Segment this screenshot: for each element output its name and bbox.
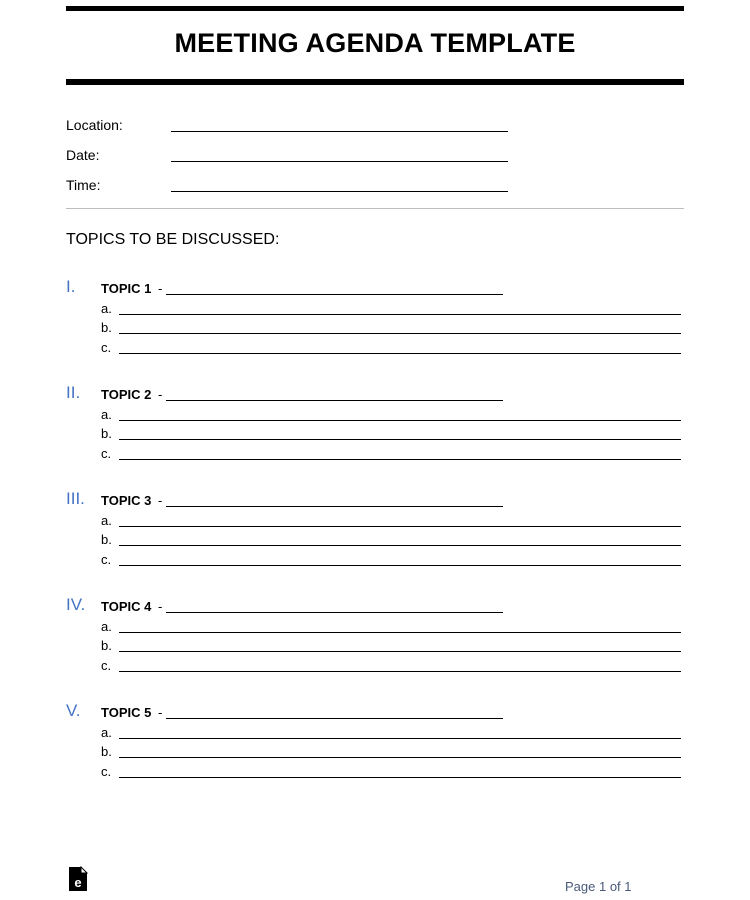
topic-2-dash: - — [158, 387, 163, 402]
item-blank-line[interactable] — [119, 777, 681, 778]
date-blank-line[interactable] — [171, 161, 508, 162]
item-blank-line[interactable] — [119, 353, 681, 354]
topic-5-label: TOPIC 5 — [101, 705, 152, 720]
title-bottom-rule — [66, 79, 684, 85]
topic-5-dash: - — [158, 705, 163, 720]
item-blank-line[interactable] — [119, 459, 681, 460]
location-field[interactable] — [66, 117, 516, 137]
topic-5-item-b[interactable] — [101, 744, 684, 762]
item-blank-line[interactable] — [119, 526, 681, 527]
topic-1 — [66, 277, 684, 357]
item-letter: c. — [101, 764, 112, 779]
item-letter: a. — [101, 619, 112, 634]
item-blank-line[interactable] — [119, 333, 681, 334]
topic-4-item-c[interactable] — [101, 658, 684, 676]
item-blank-line[interactable] — [119, 545, 681, 546]
item-letter: b. — [101, 744, 112, 759]
item-letter: c. — [101, 552, 112, 567]
page-number: Page 1 of 1 — [565, 879, 632, 894]
topic-4 — [66, 595, 684, 675]
topic-3-item-a[interactable] — [101, 513, 684, 531]
topic-2-item-b[interactable] — [101, 426, 684, 444]
topic-1-dash: - — [158, 281, 163, 296]
eforms-document-icon — [68, 866, 88, 892]
topic-1-item-b[interactable] — [101, 320, 684, 338]
item-blank-line[interactable] — [119, 314, 681, 315]
topic-3 — [66, 489, 684, 569]
item-letter: b. — [101, 638, 112, 653]
time-field[interactable] — [66, 177, 516, 197]
topic-2-label: TOPIC 2 — [101, 387, 152, 402]
topic-3-dash: - — [158, 493, 163, 508]
location-label: Location: — [66, 117, 123, 133]
topic-4-numeral: IV. — [66, 595, 86, 614]
time-label: Time: — [66, 177, 101, 193]
document-title: MEETING AGENDA TEMPLATE — [174, 28, 576, 58]
item-blank-line[interactable] — [119, 420, 681, 421]
topic-1-label: TOPIC 1 — [101, 281, 152, 296]
topic-5-item-a[interactable] — [101, 725, 684, 743]
topic-2-numeral: II. — [66, 383, 81, 402]
item-letter: a. — [101, 407, 112, 422]
topic-1-item-c[interactable] — [101, 340, 684, 358]
topic-3-item-c[interactable] — [101, 552, 684, 570]
topic-4-item-a[interactable] — [101, 619, 684, 637]
topic-5 — [66, 701, 684, 781]
item-blank-line[interactable] — [119, 757, 681, 758]
location-blank-line[interactable] — [171, 131, 508, 132]
item-blank-line[interactable] — [119, 738, 681, 739]
topic-5-numeral: V. — [66, 701, 81, 720]
topic-2-title-line[interactable] — [166, 400, 503, 401]
time-blank-line[interactable] — [171, 191, 508, 192]
topic-3-title-line[interactable] — [166, 506, 503, 507]
topic-5-item-c[interactable] — [101, 764, 684, 782]
topic-5-title-line[interactable] — [166, 718, 503, 719]
topic-1-item-a[interactable] — [101, 301, 684, 319]
item-letter: a. — [101, 513, 112, 528]
item-letter: b. — [101, 320, 112, 335]
svg-text:e: e — [74, 875, 82, 890]
topic-4-dash: - — [158, 599, 163, 614]
item-letter: b. — [101, 426, 112, 441]
item-blank-line[interactable] — [119, 671, 681, 672]
item-letter: b. — [101, 532, 112, 547]
section-divider — [66, 208, 684, 209]
topic-4-item-b[interactable] — [101, 638, 684, 656]
item-blank-line[interactable] — [119, 632, 681, 633]
item-letter: c. — [101, 446, 112, 461]
title-top-rule — [66, 6, 684, 11]
item-blank-line[interactable] — [119, 651, 681, 652]
date-field[interactable] — [66, 147, 516, 167]
topic-3-item-b[interactable] — [101, 532, 684, 550]
topic-3-label: TOPIC 3 — [101, 493, 152, 508]
topic-2-item-a[interactable] — [101, 407, 684, 425]
item-letter: a. — [101, 301, 112, 316]
topics-heading: TOPICS TO BE DISCUSSED: — [66, 231, 280, 248]
item-letter: c. — [101, 340, 112, 355]
item-letter: a. — [101, 725, 112, 740]
topic-4-title-line[interactable] — [166, 612, 503, 613]
topic-1-title-line[interactable] — [166, 294, 503, 295]
item-letter: c. — [101, 658, 112, 673]
item-blank-line[interactable] — [119, 565, 681, 566]
topic-2-item-c[interactable] — [101, 446, 684, 464]
item-blank-line[interactable] — [119, 439, 681, 440]
topic-3-numeral: III. — [66, 489, 85, 508]
date-label: Date: — [66, 147, 100, 163]
topic-1-numeral: I. — [66, 277, 76, 296]
topic-2 — [66, 383, 684, 463]
topic-4-label: TOPIC 4 — [101, 599, 152, 614]
